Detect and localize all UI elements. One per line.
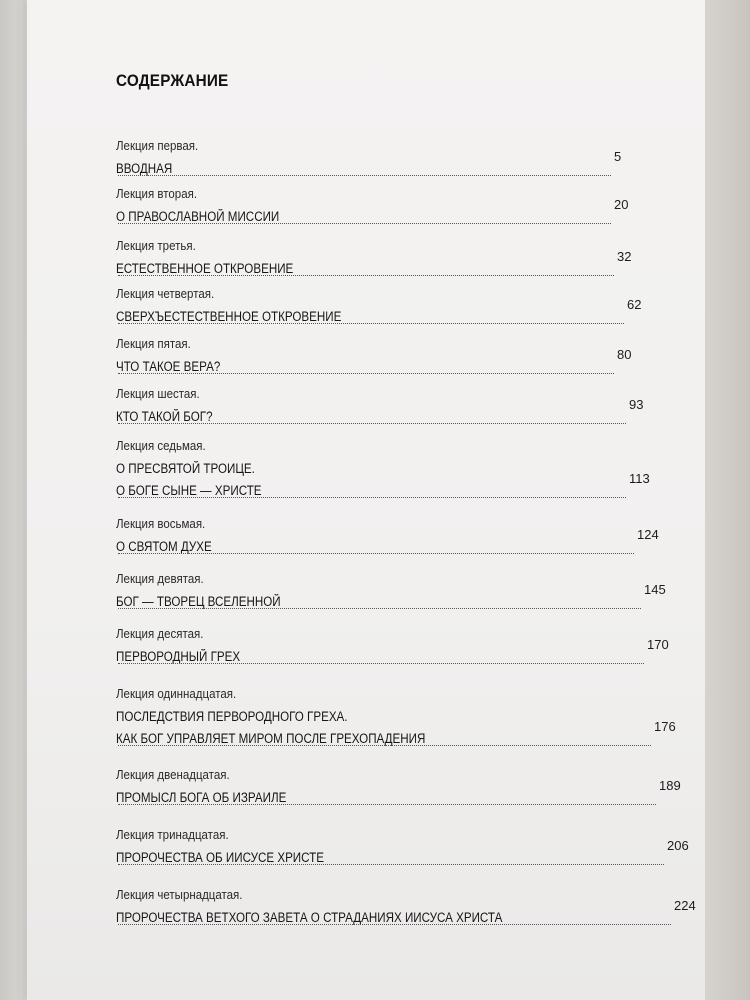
lecture-label: Лекция девятая.: [116, 572, 204, 586]
lecture-title: О ПРЕСВЯТОЙ ТРОИЦЕ.: [116, 461, 255, 476]
lecture-title: ПРОРОЧЕСТВА ОБ ИИСУСЕ ХРИСТЕ: [116, 850, 324, 865]
lecture-title-line: [116, 898, 716, 929]
page-number: 206: [667, 838, 689, 853]
page-number: 80: [617, 347, 632, 362]
dot-leader: [118, 804, 656, 805]
page-number: 5: [614, 149, 622, 164]
lecture-title-line: [116, 397, 716, 428]
lecture-title: О БОГЕ СЫНЕ — ХРИСТЕ: [116, 483, 262, 498]
lecture-title-line: [116, 347, 716, 378]
lecture-label: Лекция четвертая.: [116, 287, 215, 301]
lecture-label: Лекция шестая.: [116, 387, 200, 401]
toc-entry: [116, 516, 716, 558]
dot-leader: [118, 423, 626, 424]
dot-leader: [118, 864, 664, 865]
toc-entry: [116, 686, 716, 750]
toc-entry: [116, 571, 716, 613]
lecture-label: Лекция седьмая.: [116, 439, 206, 453]
lecture-title-line: [116, 197, 716, 228]
toc-entry: [116, 827, 716, 869]
lecture-title: ПРОМЫСЛ БОГА ОБ ИЗРАИЛЕ: [116, 790, 287, 805]
lecture-label: Лекция вторая.: [116, 187, 198, 201]
page-number: 20: [614, 197, 629, 212]
page-number: 189: [659, 778, 681, 793]
lecture-title: О ПРАВОСЛАВНОЙ МИССИИ: [116, 209, 280, 224]
lecture-title: ЕСТЕСТВЕННОЕ ОТКРОВЕНИЕ: [116, 261, 294, 276]
lecture-label: Лекция двенадцатая.: [116, 768, 230, 782]
page-number: 224: [674, 898, 696, 913]
dot-leader: [118, 175, 611, 176]
toc-heading: СОДЕРЖАНИЕ: [116, 71, 229, 90]
lecture-title-line: [116, 719, 716, 750]
page-number: 32: [617, 249, 632, 264]
book-page: [27, 0, 705, 1000]
dot-leader: [118, 497, 626, 498]
dot-leader: [118, 924, 671, 925]
lecture-title: СВЕРХЪЕСТЕСТВЕННОЕ ОТКРОВЕНИЕ: [116, 309, 342, 324]
lecture-title-line: [116, 471, 716, 502]
lecture-label: Лекция тринадцатая.: [116, 828, 229, 842]
page-number: 176: [654, 719, 676, 734]
page-number: 113: [629, 471, 650, 486]
dot-leader: [118, 275, 614, 276]
lecture-label: Лекция четырнадцатая.: [116, 888, 243, 902]
dot-leader: [118, 323, 624, 324]
toc-entry: [116, 336, 716, 378]
lecture-label: Лекция пятая.: [116, 337, 191, 351]
lecture-title: ПРОРОЧЕСТВА ВЕТХОГО ЗАВЕТА О СТРАДАНИЯХ ИИСУСА ХРИСТА: [116, 910, 503, 925]
page-number: 170: [647, 637, 669, 652]
lecture-title: КАК БОГ УПРАВЛЯЕТ МИРОМ ПОСЛЕ ГРЕХОПАДЕНИЯ: [116, 731, 426, 746]
lecture-title: ВВОДНАЯ: [116, 161, 173, 176]
toc-entry: [116, 626, 716, 668]
page-number: 62: [627, 297, 642, 312]
page-number: 124: [637, 527, 659, 542]
dot-leader: [118, 663, 644, 664]
toc-entry: [116, 186, 716, 228]
lecture-label: Лекция третья.: [116, 239, 196, 253]
toc-entry: [116, 286, 716, 328]
toc-entry: [116, 767, 716, 809]
dot-leader: [118, 373, 614, 374]
dot-leader: [118, 608, 641, 609]
toc-entry: [116, 238, 716, 280]
page-number: 145: [644, 582, 666, 597]
dot-leader: [118, 553, 634, 554]
lecture-title-line: [116, 706, 716, 728]
lecture-title-line: [116, 149, 716, 180]
toc-entry: [116, 386, 716, 428]
toc-entry: [116, 887, 716, 929]
toc-entry: [116, 138, 716, 180]
lecture-title: ПЕРВОРОДНЫЙ ГРЕХ: [116, 649, 241, 664]
dot-leader: [118, 223, 611, 224]
lecture-label: Лекция десятая.: [116, 627, 204, 641]
lecture-title-line: [116, 249, 716, 280]
lecture-title: КТО ТАКОЙ БОГ?: [116, 409, 213, 424]
lecture-title-line: [116, 297, 716, 328]
lecture-title-line: [116, 582, 716, 613]
lecture-title: ПОСЛЕДСТВИЯ ПЕРВОРОДНОГО ГРЕХА.: [116, 709, 348, 724]
toc-entry: [116, 438, 716, 502]
lecture-title-line: [116, 527, 716, 558]
lecture-label: Лекция первая.: [116, 139, 199, 153]
dot-leader: [118, 745, 651, 746]
lecture-title-line: [116, 637, 716, 668]
lecture-title: БОГ — ТВОРЕЦ ВСЕЛЕННОЙ: [116, 594, 281, 609]
lecture-title-line: [116, 458, 716, 480]
lecture-title: О СВЯТОМ ДУХЕ: [116, 539, 212, 554]
page-number: 93: [629, 397, 644, 412]
lecture-label: Лекция восьмая.: [116, 517, 206, 531]
lecture-title-line: [116, 838, 716, 869]
lecture-title: ЧТО ТАКОЕ ВЕРА?: [116, 359, 221, 374]
lecture-title-line: [116, 778, 716, 809]
lecture-label: Лекция одиннадцатая.: [116, 687, 237, 701]
